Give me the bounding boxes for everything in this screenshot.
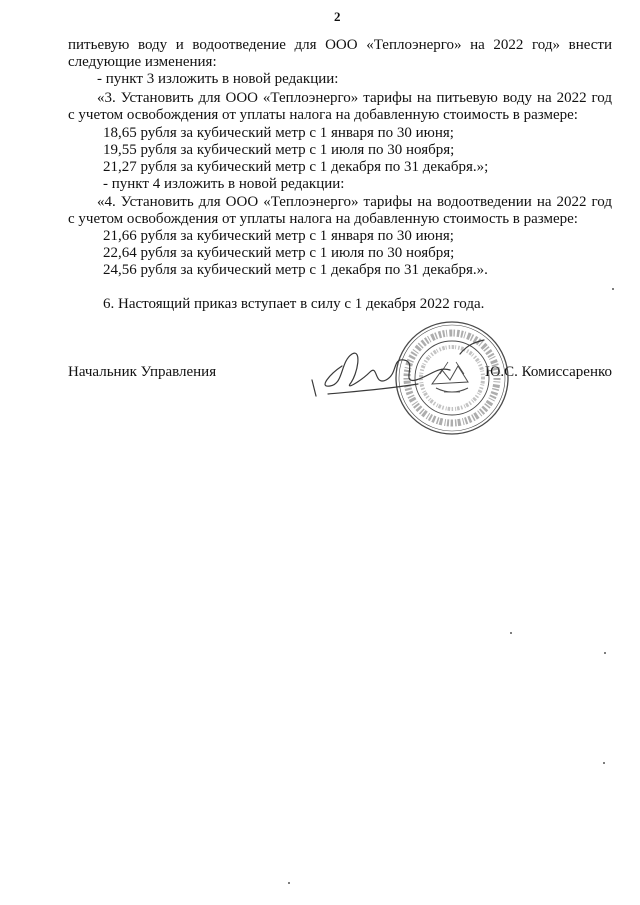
tariff-line: 18,65 рубля за кубический метр с 1 января по 30 июня; bbox=[103, 125, 454, 141]
body-line: с учетом освобождения от уплаты налога на добавленную стоимость в размере: bbox=[68, 211, 578, 227]
page-number: 2 bbox=[334, 9, 341, 24]
body-line: питьевую воду и водоотведение для ООО «Теплоэнерго» на 2022 год» внести bbox=[68, 37, 612, 53]
scan-speck bbox=[603, 762, 605, 764]
seal-and-signature bbox=[300, 314, 520, 440]
body-line: с учетом освобождения от уплаты налога на добавленную стоимость в размере: bbox=[68, 107, 578, 123]
tariff-line: 24,56 рубля за кубический метр с 1 декабря по 31 декабря.». bbox=[103, 262, 488, 278]
scan-speck bbox=[510, 632, 512, 634]
scan-speck bbox=[604, 652, 606, 654]
signatory-name: Ю.С. Комиссаренко bbox=[484, 364, 612, 380]
tariff-line: 22,64 рубля за кубический метр с 1 июля по 30 ноября; bbox=[103, 245, 455, 261]
body-line: «4. Установить для ООО «Теплоэнерго» тарифы на водоотведении на 2022 год bbox=[97, 194, 612, 210]
tariff-line: 21,27 рубля за кубический метр с 1 декабря по 31 декабря.»; bbox=[103, 159, 489, 175]
tariff-line: 21,66 рубля за кубический метр с 1 января по 30 июня; bbox=[103, 228, 454, 244]
body-line: - пункт 3 изложить в новой редакции: bbox=[97, 71, 339, 87]
body-line: «3. Установить для ООО «Теплоэнерго» тарифы на питьевую воду на 2022 год bbox=[97, 90, 612, 106]
effective-clause: 6. Настоящий приказ вступает в силу с 1 декабря 2022 года. bbox=[103, 296, 485, 312]
signatory-title: Начальник Управления bbox=[68, 364, 217, 380]
tariff-line: 19,55 рубля за кубический метр с 1 июля по 30 ноября; bbox=[103, 142, 455, 158]
scan-speck bbox=[612, 288, 614, 290]
scan-speck bbox=[288, 882, 290, 884]
body-line: - пункт 4 изложить в новой редакции: bbox=[103, 176, 345, 192]
official-seal bbox=[396, 322, 508, 434]
body-line: следующие изменения: bbox=[68, 54, 217, 70]
